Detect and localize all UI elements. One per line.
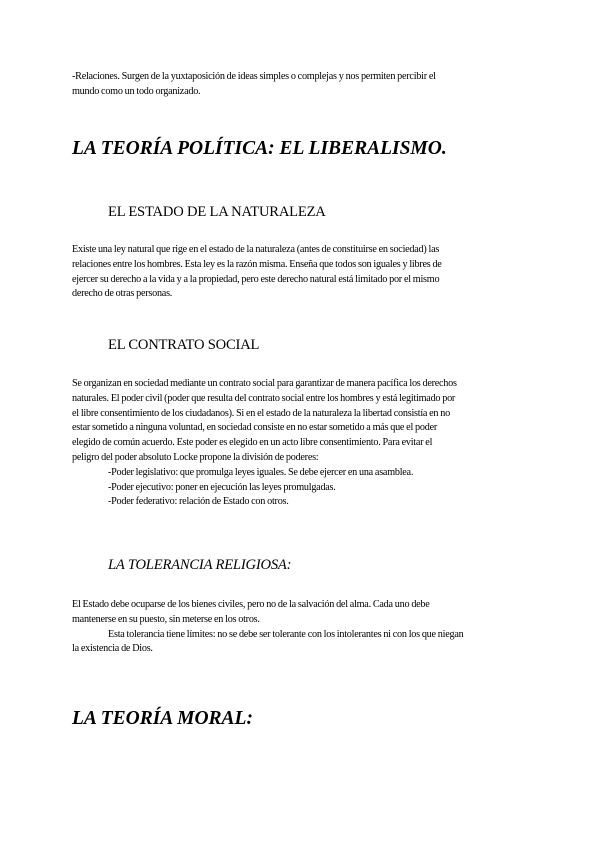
- text-line: El Estado debe ocuparse de los bienes civiles, pero no de la salvación del alma. Cada uno debe: [72, 599, 430, 610]
- text-line: ejercer su derecho a la vida y a la propiedad, pero este derecho natural está limitado por el mismo: [72, 273, 440, 285]
- text-line: el libre consentimiento de los ciudadanos). Si en el estado de la naturaleza la libertad consistía en no: [72, 407, 450, 419]
- text-line: peligro del poder absoluto Locke propone la división de poderes:: [72, 451, 319, 463]
- text-line: relaciones entre los hombres. Esta ley es la razón misma. Enseña que todos son iguales y libres de: [72, 258, 442, 270]
- intro-paragraph: [72, 70, 534, 100]
- text-line: Existe una ley natural que rige en el estado de la naturaleza (antes de constituirse en sociedad) las: [72, 244, 440, 255]
- heading-tolerancia-religiosa: LA TOLERANCIA RELIGIOSA:: [108, 557, 292, 573]
- estado-paragraph: [72, 243, 534, 302]
- text-line: derecho de otras personas.: [72, 288, 173, 300]
- text-line: Esta tolerancia tiene límites: no se debe ser tolerante con los intolerantes ni con los que niegan: [108, 628, 464, 640]
- list-item: -Poder ejecutivo: poner en ejecución las leyes promulgadas.: [108, 481, 336, 493]
- text-line: elegido de común acuerdo. Este poder es elegido en un acto libre consentimiento. Para evitar el: [72, 437, 433, 449]
- text-line: la existencia de Dios.: [72, 643, 153, 655]
- tolerancia-paragraph: [72, 598, 534, 657]
- text-line: mundo como un todo organizado.: [72, 85, 201, 97]
- list-item: -Poder federativo: relación de Estado con otros.: [108, 496, 289, 508]
- contrato-paragraph: [72, 377, 534, 510]
- text-line: estar sometido a ninguna voluntad, en sociedad consiste en no estar sometido a más que el poder: [72, 422, 437, 434]
- list-item: -Poder legislativo: que promulga leyes iguales. Se debe ejercer en una asamblea.: [108, 466, 414, 478]
- heading-teoria-politica: LA TEORÍA POLÍTICA: EL LIBERALISMO.: [72, 138, 447, 159]
- text-line: Se organizan en sociedad mediante un contrato social para garantizar de manera pacífica los derechos: [72, 378, 457, 389]
- heading-estado-naturaleza: EL ESTADO DE LA NATURALEZA: [108, 204, 326, 220]
- heading-contrato-social: EL CONTRATO SOCIAL: [108, 337, 260, 353]
- text-line: naturales. El poder civil (poder que resulta del contrato social entre los hombres y está legitimado por: [72, 392, 456, 404]
- text-line: mantenerse en su puesto, sin meterse en los otros.: [72, 613, 260, 625]
- text-line: -Relaciones. Surgen de la yuxtaposición de ideas simples o complejas y nos permiten percibir el: [72, 71, 436, 82]
- heading-teoria-moral: LA TEORÍA MORAL:: [72, 708, 253, 729]
